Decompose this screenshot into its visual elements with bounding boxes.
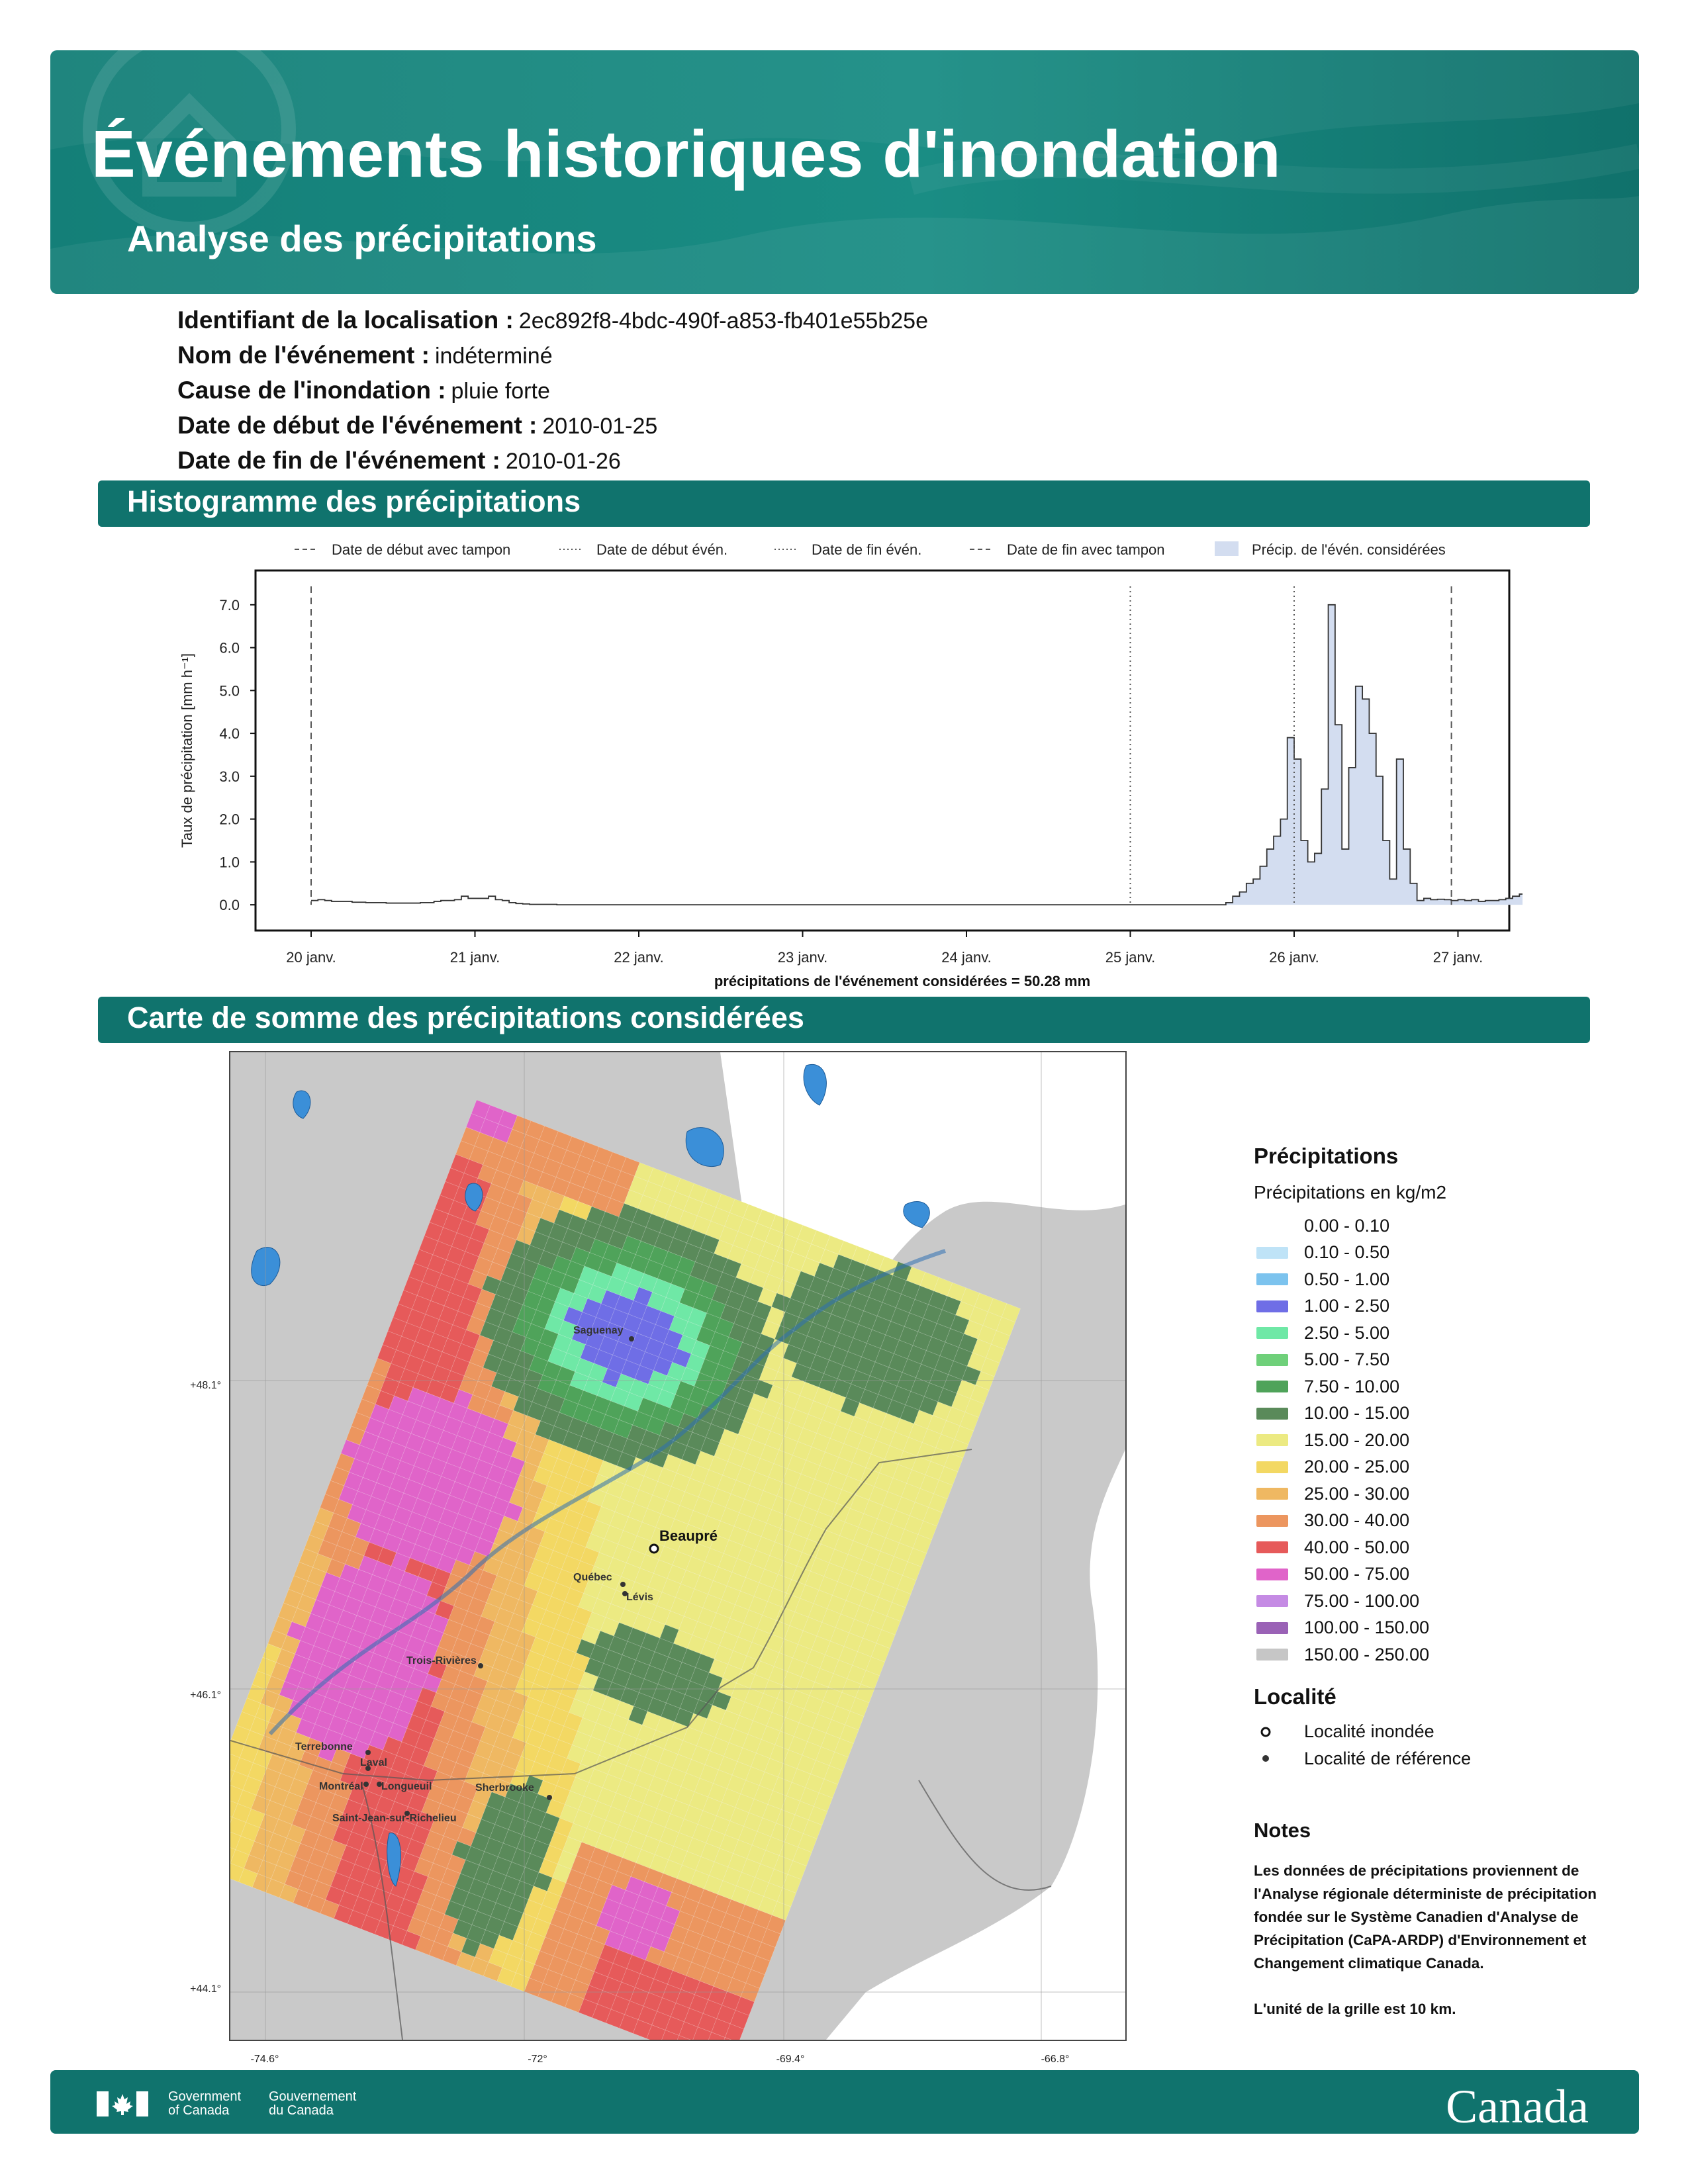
- legend-class-item: [1254, 1293, 1624, 1320]
- info-label: Cause de l'inondation :: [177, 377, 446, 404]
- map-x-tick-label: -72°: [528, 2054, 547, 2065]
- legend-class-label: 30.00 - 40.00: [1304, 1510, 1410, 1531]
- x-tick-label: 25 janv.: [1105, 949, 1156, 966]
- section-title: Carte de somme des précipitations considérées: [127, 1001, 804, 1034]
- info-row-location-id: [177, 303, 928, 338]
- reference-marker-icon: [478, 1663, 483, 1668]
- y-tick-label: 4.0: [219, 725, 240, 743]
- section-title: Histogramme des précipitations: [127, 484, 581, 518]
- legend-class-item: [1254, 1320, 1624, 1347]
- legend-swatch: [1256, 1649, 1288, 1661]
- x-tick-label: 20 janv.: [286, 949, 336, 966]
- legend-class-item: [1254, 1615, 1624, 1642]
- legend-swatch: [1256, 1434, 1288, 1446]
- notes-block: [1254, 1819, 1598, 2021]
- info-value: pluie forte: [451, 379, 550, 404]
- legend-class-item: [1254, 1400, 1624, 1428]
- locality-title: Localité: [1254, 1684, 1336, 1709]
- legend-flooded-label: Localité inondée: [1304, 1721, 1434, 1742]
- legend-label: Précip. de l'évén. considérées: [1252, 541, 1446, 558]
- event-precip-fill: [1131, 605, 1523, 905]
- legend-class-label: 150.00 - 250.00: [1304, 1644, 1430, 1664]
- x-tick-label: 21 janv.: [449, 949, 500, 966]
- place-marker: [622, 1591, 653, 1603]
- map-canvas: [230, 1052, 1125, 2040]
- section-header-map: [98, 997, 1590, 1043]
- legend-class-item: [1254, 1373, 1624, 1400]
- legend-swatch: [1256, 1488, 1288, 1500]
- legend-label: Date de début avec tampon: [332, 541, 511, 558]
- flooded-marker-icon: [1256, 1725, 1288, 1739]
- legend-label: Date de fin évén.: [812, 541, 922, 558]
- place-label: Lévis: [626, 1592, 653, 1603]
- legend-class-item: [1254, 1508, 1624, 1535]
- legend-label: Date de début évén.: [596, 541, 728, 558]
- chart-legend-item: [970, 541, 1164, 558]
- map-x-tick-label: -69.4°: [776, 2054, 805, 2065]
- reference-marker-icon: [1256, 1752, 1288, 1765]
- legend-class-item: [1254, 1534, 1624, 1561]
- flooded-marker-icon: [650, 1545, 658, 1553]
- header-banner: [50, 50, 1639, 294]
- map-y-tick-label: +46.1°: [190, 1690, 221, 1701]
- gov-fr: Gouvernement du Canada: [269, 2089, 357, 2118]
- legend-class-item: [1254, 1266, 1624, 1293]
- place-label: Beaupré: [659, 1527, 718, 1544]
- reference-marker-icon: [620, 1582, 626, 1587]
- place-label: Montréal: [319, 1781, 363, 1792]
- info-row-cause: [177, 373, 928, 408]
- info-label: Identifiant de la localisation :: [177, 306, 514, 334]
- notes-grid: L'unité de la grille est 10 km.: [1254, 2001, 1456, 2017]
- precipitation-map: [229, 1051, 1127, 2041]
- reference-marker-icon: [365, 1750, 371, 1755]
- info-label: Nom de l'événement :: [177, 341, 430, 369]
- legend-swatch: [1256, 1327, 1288, 1339]
- gov-en: Government of Canada: [168, 2089, 242, 2118]
- place-label: Sherbrooke: [475, 1782, 534, 1794]
- y-axis-label: Taux de précipitation [mm h⁻¹]: [179, 653, 195, 848]
- reference-marker-icon: [629, 1336, 634, 1342]
- map-x-tick-label: -66.8°: [1041, 2054, 1070, 2065]
- legend-class-label: 1.00 - 2.50: [1304, 1296, 1390, 1316]
- legend-subtitle: Précipitations en kg/m2: [1254, 1182, 1447, 1203]
- legend-swatch: [1256, 1515, 1288, 1527]
- legend-class-label: 20.00 - 25.00: [1304, 1457, 1410, 1477]
- info-row-start-date: [177, 408, 928, 443]
- legend-reference: [1254, 1745, 1624, 1772]
- notes-title: Notes: [1254, 1819, 1311, 1842]
- map-y-tick-label: +44.1°: [190, 1983, 221, 1995]
- info-row-end-date: [177, 443, 928, 478]
- legend-class-item: [1254, 1588, 1624, 1615]
- legend-class-label: 75.00 - 100.00: [1304, 1590, 1420, 1611]
- legend-swatch: [1256, 1381, 1288, 1392]
- legend-class-label: 0.00 - 0.10: [1304, 1215, 1390, 1236]
- legend-class-list: [1254, 1212, 1624, 1668]
- legend-swatch: [1256, 1273, 1288, 1285]
- legend-class-label: 50.00 - 75.00: [1304, 1564, 1410, 1584]
- precipitation-histogram: [159, 523, 1523, 999]
- legend-class-label: 100.00 - 150.00: [1304, 1617, 1430, 1638]
- legend-swatch: [1256, 1408, 1288, 1420]
- map-x-tick-label: -74.6°: [250, 2054, 279, 2065]
- place-label: Saguenay: [573, 1325, 624, 1336]
- legend-label: Date de fin avec tampon: [1007, 541, 1165, 558]
- map-y-tick-label: +48.1°: [190, 1380, 221, 1391]
- y-tick-label: 5.0: [219, 682, 240, 700]
- legend-swatch: [1256, 1461, 1288, 1473]
- legend-reference-label: Localité de référence: [1304, 1748, 1472, 1768]
- info-row-event-name: [177, 338, 928, 373]
- legend-class-label: 7.50 - 10.00: [1304, 1376, 1400, 1396]
- x-axis-label: précipitations de l'événement considérées = 50.28 mm: [714, 973, 1091, 989]
- legend-class-label: 5.00 - 7.50: [1304, 1349, 1390, 1370]
- reference-marker-icon: [363, 1782, 369, 1787]
- x-tick-label: 22 janv.: [614, 949, 664, 966]
- y-tick-label: 0.0: [219, 897, 240, 914]
- legend-class-item: [1254, 1480, 1624, 1508]
- chart-legend-item: [559, 541, 727, 558]
- y-tick-label: 3.0: [219, 768, 240, 785]
- chart-legend-item: [774, 541, 921, 558]
- footer: [50, 2070, 1639, 2134]
- legend-class-label: 10.00 - 15.00: [1304, 1403, 1410, 1424]
- x-tick-label: 27 janv.: [1432, 949, 1483, 966]
- legend-swatch: [1256, 1569, 1288, 1580]
- legend-class-label: 25.00 - 30.00: [1304, 1483, 1410, 1504]
- legend-swatch: [1256, 1595, 1288, 1607]
- x-tick-label: 26 janv.: [1269, 949, 1319, 966]
- legend-swatch: [1256, 1220, 1288, 1232]
- place-marker: [319, 1781, 369, 1792]
- legend-swatch: [1256, 1300, 1288, 1312]
- place-label: Terrebonne: [295, 1741, 353, 1752]
- legend-swatch: [1256, 1247, 1288, 1259]
- info-value: indéterminé: [434, 343, 553, 369]
- reference-marker-icon: [547, 1795, 552, 1800]
- legend-fill-swatch: [1215, 541, 1239, 556]
- legend-class-label: 40.00 - 50.00: [1304, 1537, 1410, 1557]
- legend-class-label: 2.50 - 5.00: [1304, 1322, 1390, 1343]
- place-label: Trois-Rivières: [406, 1655, 477, 1666]
- x-tick-label: 23 janv.: [777, 949, 828, 966]
- legend-class-item: [1254, 1454, 1624, 1481]
- legend-swatch: [1256, 1354, 1288, 1366]
- legend-swatch: [1256, 1541, 1288, 1553]
- canada-flag-icon: [97, 2091, 148, 2116]
- place-label: Saint-Jean-sur-Richelieu: [332, 1813, 457, 1824]
- page-title: Événements historiques d'inondation: [91, 117, 1282, 191]
- legend-class-item: [1254, 1641, 1624, 1668]
- legend-class-item: [1254, 1347, 1624, 1374]
- chart-legend-item: [295, 541, 510, 558]
- x-tick-label: 24 janv.: [941, 949, 992, 966]
- y-tick-label: 6.0: [219, 639, 240, 657]
- legend-class-item: [1254, 1240, 1624, 1267]
- legend-class-label: 15.00 - 20.00: [1304, 1430, 1410, 1450]
- legend-class-label: 0.10 - 0.50: [1304, 1242, 1390, 1263]
- place-label: Laval: [360, 1757, 387, 1768]
- legend-title: Précipitations: [1254, 1144, 1399, 1168]
- y-tick-label: 7.0: [219, 596, 240, 614]
- info-label: Date de début de l'événement :: [177, 412, 538, 439]
- notes-text: Les données de précipitations proviennent de l'Analyse régionale déterministe de précipitation fondée sur le Système Canadien d'Analyse de Précipitation (CaPA-ARDP) d'Environnement et Changement climatique Canada.: [1254, 1862, 1597, 1972]
- legend-flooded: [1254, 1719, 1624, 1746]
- place-marker: [377, 1781, 432, 1792]
- place-label: Longueuil: [381, 1781, 432, 1792]
- legend-class-label: 0.50 - 1.00: [1304, 1269, 1390, 1289]
- canada-wordmark: Canada: [1446, 2080, 1589, 2133]
- place-marker: [332, 1811, 457, 1824]
- y-tick-label: 1.0: [219, 854, 240, 871]
- legend-class-item: [1254, 1561, 1624, 1588]
- page-subtitle: Analyse des précipitations: [127, 218, 597, 259]
- info-label: Date de fin de l'événement :: [177, 447, 500, 474]
- legend-class-item: [1254, 1212, 1624, 1240]
- legend-swatch: [1256, 1622, 1288, 1634]
- section-header-histogram: [98, 480, 1590, 527]
- event-info: [177, 303, 928, 478]
- info-value: 2ec892f8-4bdc-490f-a853-fb401e55b25e: [518, 308, 928, 334]
- info-value: 2010-01-26: [505, 449, 621, 474]
- map-legend: [1254, 1144, 1624, 1772]
- y-tick-label: 2.0: [219, 811, 240, 828]
- chart-legend-item: [1215, 541, 1446, 558]
- info-value: 2010-01-25: [542, 414, 658, 439]
- legend-class-item: [1254, 1427, 1624, 1454]
- place-label: Québec: [573, 1572, 612, 1583]
